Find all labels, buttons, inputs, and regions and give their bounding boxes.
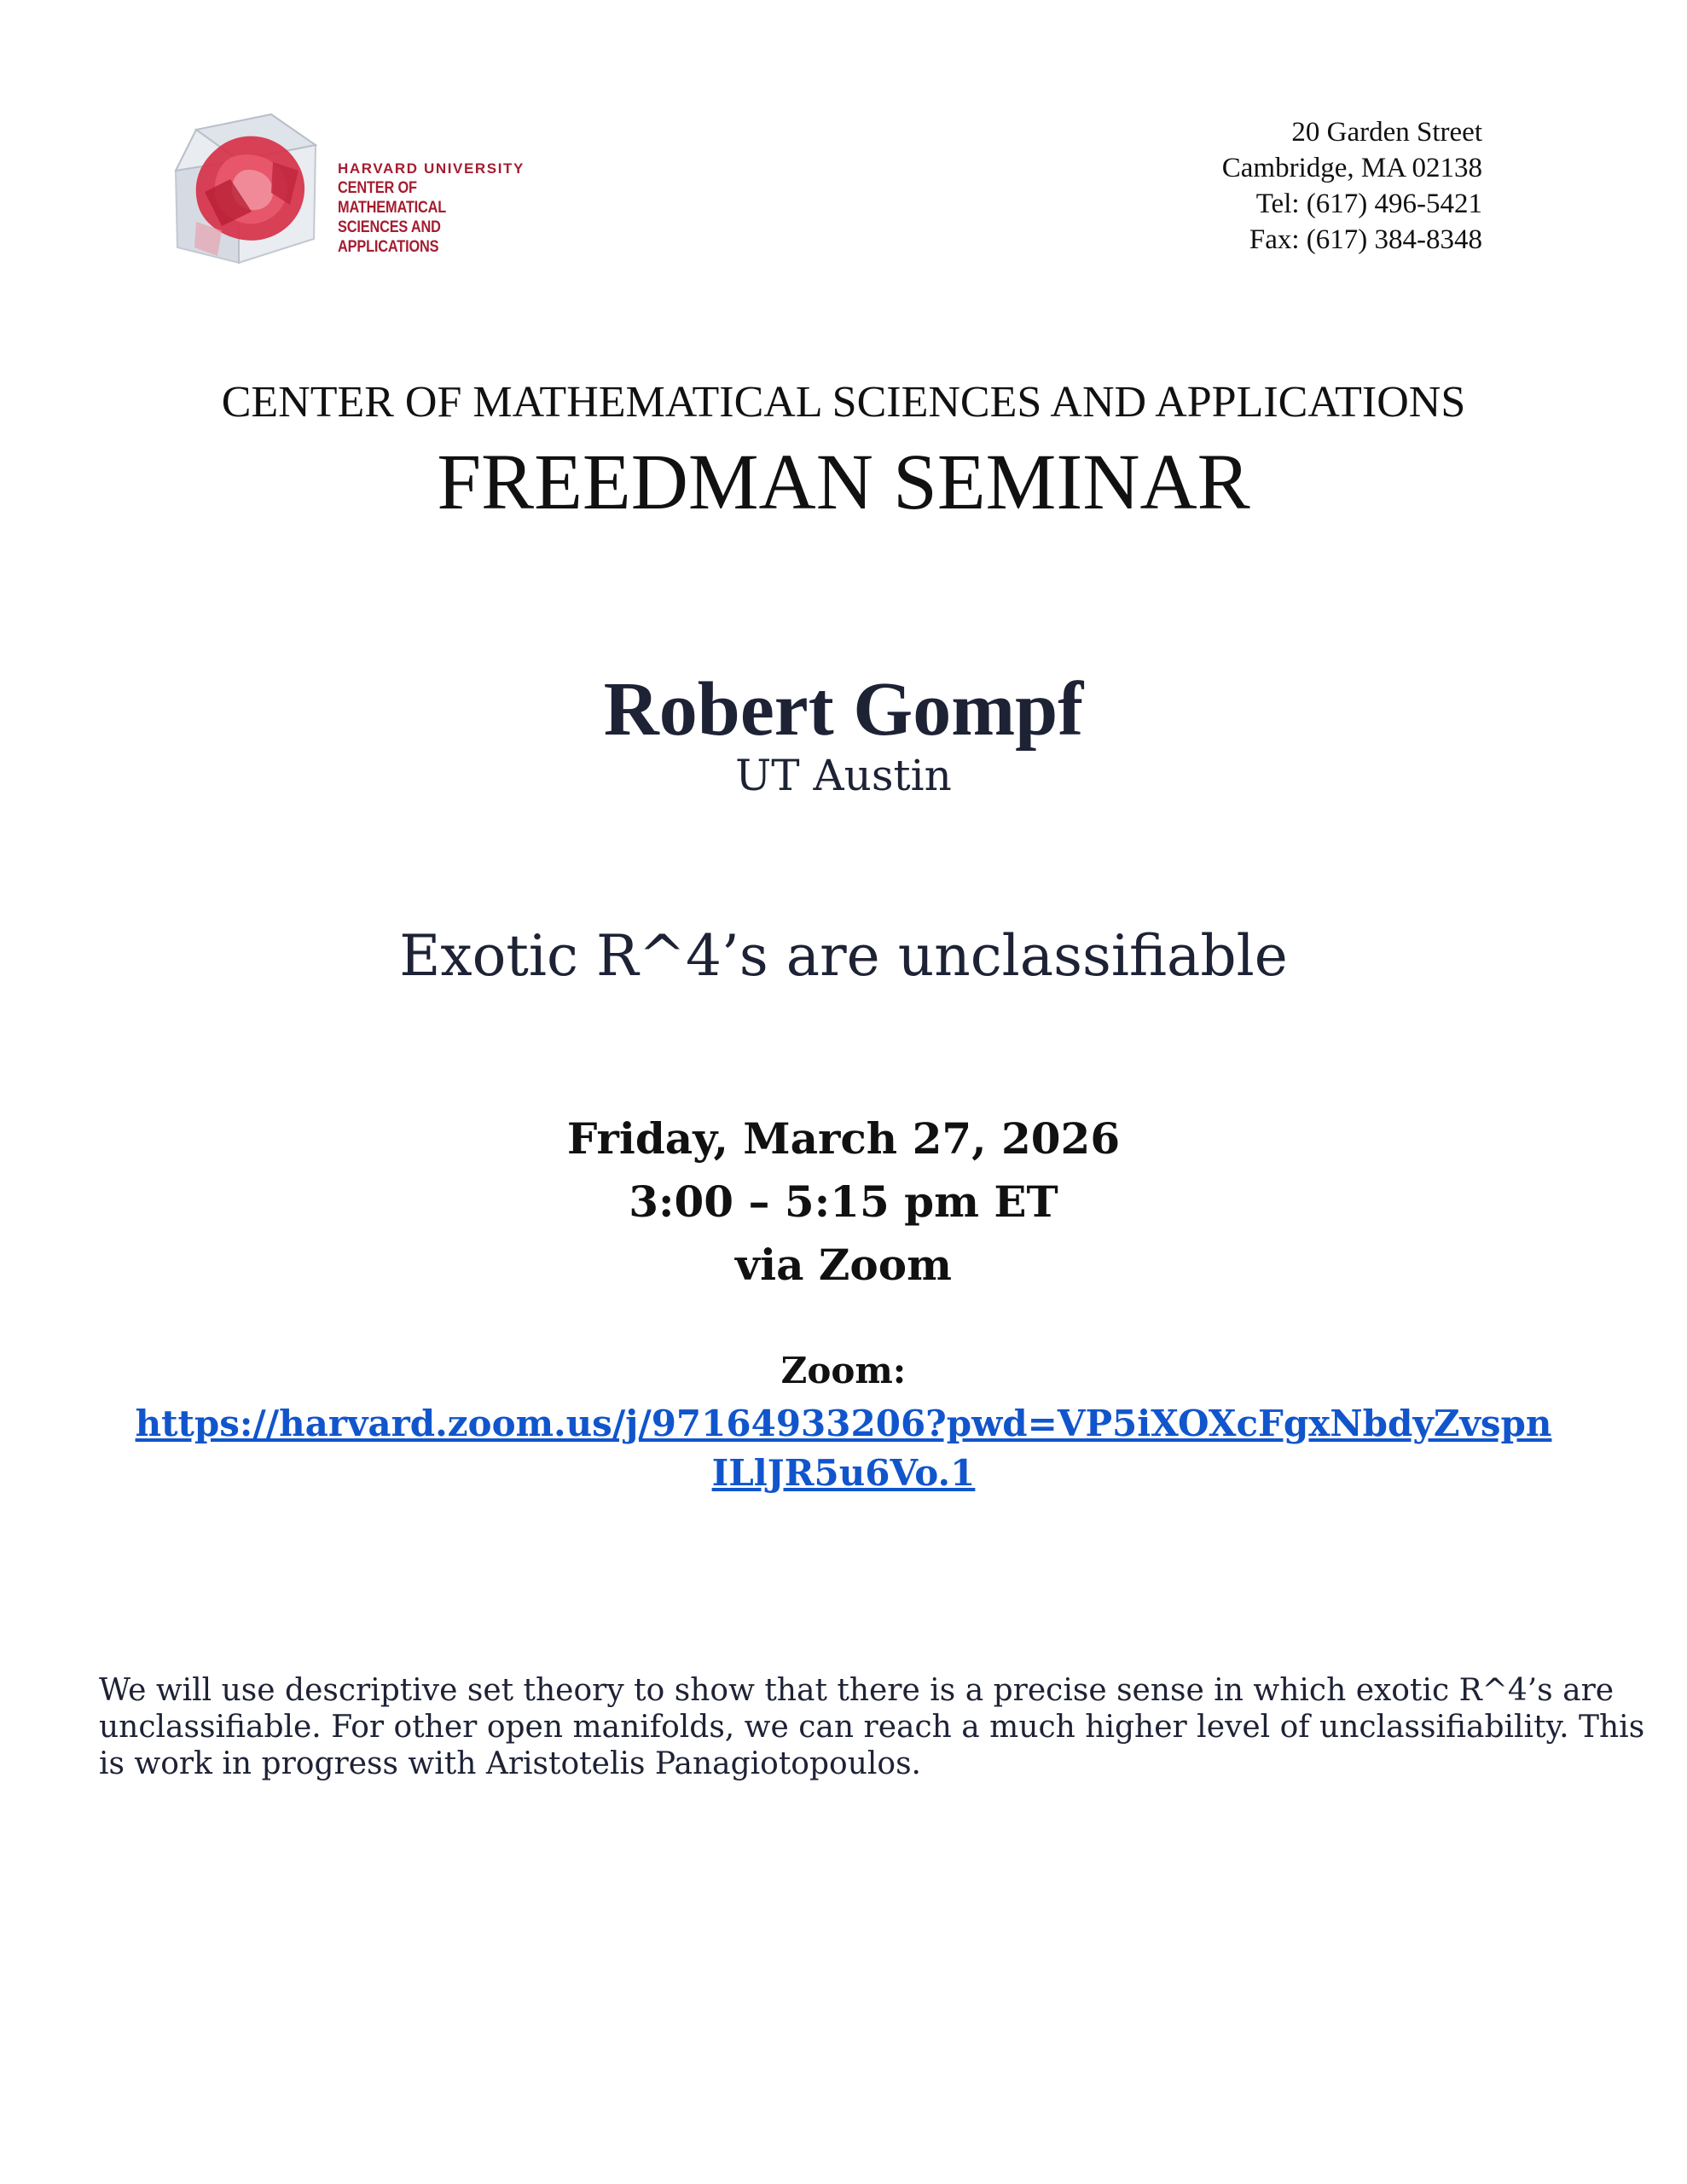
logo-wordmark xyxy=(338,159,546,257)
zoom-label: Zoom: xyxy=(780,1350,907,1391)
abstract-paragraph xyxy=(99,1672,1645,1782)
talk-title: Exotic R^4’s are unclassifiable xyxy=(399,923,1288,989)
talk-time: 3:00 – 5:15 pm ET xyxy=(629,1176,1058,1227)
talk-venue: via Zoom xyxy=(735,1240,952,1290)
talk-date: Friday, March 27, 2026 xyxy=(566,1113,1121,1164)
cmsa-logo xyxy=(171,111,546,273)
abstract-line-1: We will use descriptive set theory to show that there is a precise sense in which exotic R^4’s are xyxy=(99,1673,1615,1708)
speaker-name: Robert Gompf xyxy=(603,667,1084,752)
zoom-link[interactable] xyxy=(85,1399,1602,1498)
speaker-affiliation: UT Austin xyxy=(735,751,952,800)
zoom-link-line-2[interactable]: ILlJR5u6Vo.1 xyxy=(711,1452,976,1494)
logo-line-sciences: SCIENCES AND APPLICATIONS xyxy=(338,218,441,256)
schedule-block xyxy=(0,1107,1687,1297)
address-street: 20 Garden Street xyxy=(1291,117,1482,148)
zoom-link-line-1[interactable]: https://harvard.zoom.us/j/97164933206?pwd=VP5iXOXcFgxNbdyZvspn xyxy=(135,1403,1552,1444)
logo-line-center: CENTER OF MATHEMATICAL xyxy=(338,179,447,217)
address-fax: Fax: (617) 384-8348 xyxy=(1249,224,1482,255)
address-block xyxy=(1222,114,1482,258)
abstract-line-3: is work in progress with Aristotelis Panagiotopoulos. xyxy=(99,1746,921,1781)
address-city: Cambridge, MA 02138 xyxy=(1221,153,1482,183)
center-name-heading: CENTER OF MATHEMATICAL SCIENCES AND APPLICATIONS xyxy=(221,378,1466,427)
seminar-title: FREEDMAN SEMINAR xyxy=(437,439,1250,526)
red-polyhedron-in-cube-icon xyxy=(171,111,324,273)
abstract-line-2: unclassifiable. For other open manifolds, we can reach a much higher level of unclassifiability. This xyxy=(99,1710,1645,1745)
address-tel: Tel: (617) 496-5421 xyxy=(1255,189,1482,219)
logo-line-university: HARVARD UNIVERSITY xyxy=(338,160,525,177)
